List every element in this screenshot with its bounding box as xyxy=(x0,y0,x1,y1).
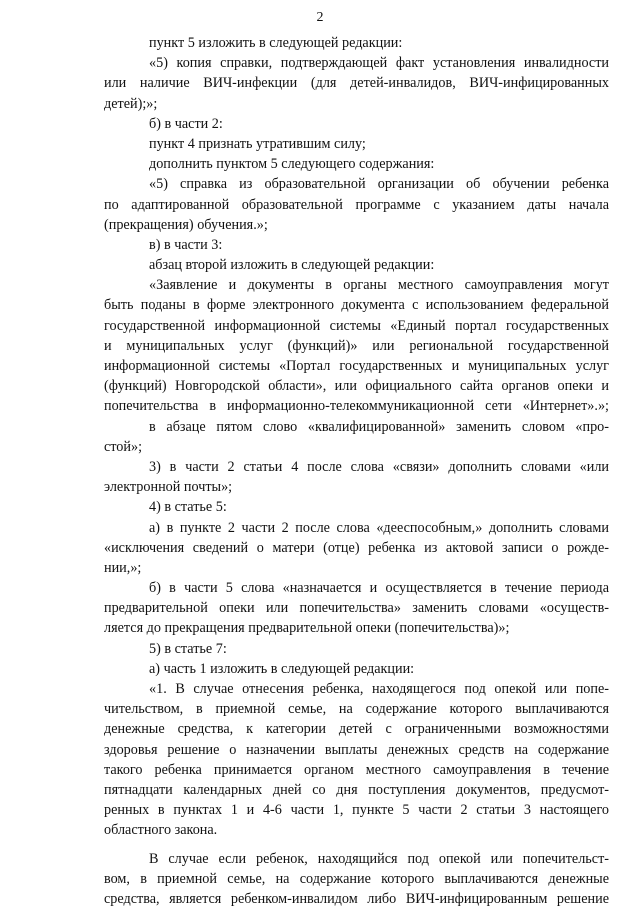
text-line: в) в части 3: xyxy=(149,236,223,253)
text-line: в абзаце пятом слово «квалифицированной» заменить словом «про- xyxy=(149,418,609,435)
text-line: информационной системы «Портал государственных и муниципальных услуг xyxy=(104,358,609,374)
text-line: (прекращения) обучения.»; xyxy=(104,216,268,233)
text-line: пункт 5 изложить в следующей редакции: xyxy=(149,35,403,51)
text-line: электронной почты»; xyxy=(104,479,233,496)
text-line: ренных в пунктах 1 и 4-6 части 1, пункте 5 части 2 статьи 3 настоящего xyxy=(104,802,609,819)
page-number: 2 xyxy=(316,10,324,25)
text-line: пятнадцати календарных дней со дня поступления документов, предусмот- xyxy=(104,781,609,798)
text-line: областного закона. xyxy=(104,822,218,839)
text-line: «1. В случае отнесения ребенка, находящегося под опекой или попе- xyxy=(149,681,609,697)
text-line: и муниципальных услуг (функций)» или региональной государственной xyxy=(104,337,609,354)
text-line: здоровья решение о назначении выплаты денежных средств на содержание xyxy=(104,741,609,758)
text-line: по адаптированной образовательной программе с указанием даты начала xyxy=(104,196,609,213)
text-line: предварительной опеки или попечительства» заменить словами «осуществ- xyxy=(104,600,609,617)
text-line: или наличие ВИЧ-инфекции (для детей-инвалидов, ВИЧ-инфицированных xyxy=(104,75,609,92)
text-line: попечительства в информационно-телекоммуникационной сети «Интернет».»; xyxy=(104,398,609,415)
text-line: «5) копия справки, подтверждающей факт установления инвалидности xyxy=(149,55,609,72)
text-line: дополнить пунктом 5 следующего содержания: xyxy=(149,156,435,173)
text-line: 4) в статье 5: xyxy=(149,499,227,516)
text-line: «Заявление и документы в органы местного самоуправления могут xyxy=(149,277,609,294)
text-line: (функций) Новгородской области», или официального сайта органов опеки и xyxy=(104,378,609,395)
text-line: вом, в приемной семье, на содержание которого выплачиваются денежные xyxy=(104,870,609,887)
text-line: «5) справка из образовательной организации об обучении ребенка xyxy=(149,176,609,193)
text-line: государственной информационной системы «Единый портал государственных xyxy=(104,317,609,334)
text-line: б) в части 2: xyxy=(149,115,223,132)
text-line: стой»; xyxy=(104,438,143,455)
document-body xyxy=(104,33,609,909)
text-line: пункт 4 признать утратившим силу; xyxy=(149,135,366,152)
text-line: «исключения сведений о матери (отце) ребенка из актовой записи о рожде- xyxy=(104,539,609,556)
text-line: а) в пункте 2 части 2 после слова «дееспособным,» дополнить словами xyxy=(149,519,609,536)
text-line: средства, является ребенком-инвалидом либо ВИЧ-инфицированным решение xyxy=(104,890,609,907)
text-line: денежные средства, к категории детей с ограниченными возможностями xyxy=(104,721,609,738)
text-line: детей);»; xyxy=(104,95,158,112)
text-line: 5) в статье 7: xyxy=(149,640,227,657)
text-line: чительством, в приемной семье, на содержание которого выплачиваются xyxy=(104,701,609,718)
text-line: В случае если ребенок, находящийся под опекой или попечительст- xyxy=(149,850,609,867)
text-line: быть поданы в форме электронного документа с использованием федеральной xyxy=(104,297,609,314)
text-line: б) в части 5 слова «назначается и осуществляется в течение периода xyxy=(149,580,609,597)
text-line: 3) в части 2 статьи 4 после слова «связи» дополнить словами «или xyxy=(149,458,609,475)
text-line: такого ребенка принимается органом местного самоуправления в течение xyxy=(104,761,609,778)
text-line: нии,»; xyxy=(104,559,142,576)
text-line: а) часть 1 изложить в следующей редакции: xyxy=(149,660,415,677)
text-line: ляется до прекращения предварительной опеки (попечительства)»; xyxy=(104,620,510,637)
text-line: абзац второй изложить в следующей редакции: xyxy=(149,257,435,274)
